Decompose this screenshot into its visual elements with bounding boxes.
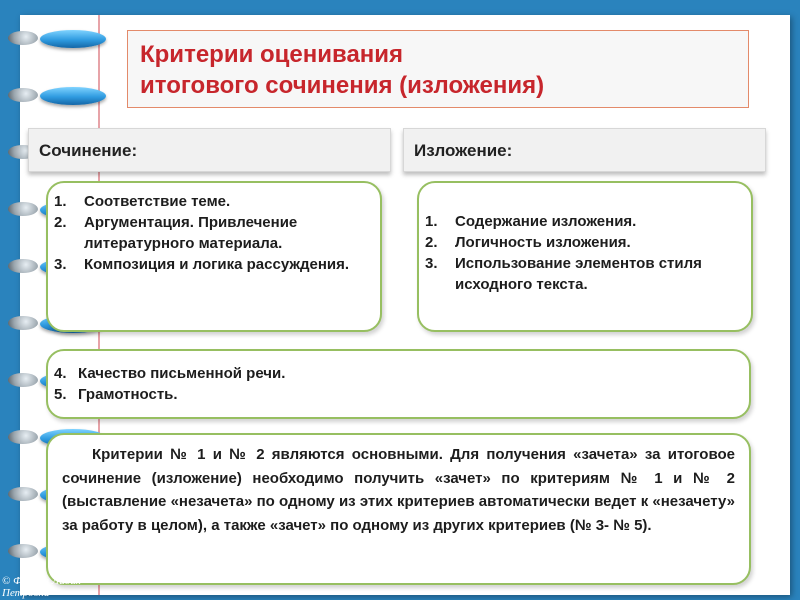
criteria-note: Критерии № 1 и № 2 являются основными. Для получения «зачета» за итоговое сочинение (изложение) необходимо получить «зачет» по критериям № 1 и № 2 (выставление «незачета» по одному из этих критериев автоматически ведет к «незачету» за работу в целом), а также «зачет» по одному из других критериев (№ 3- № 5).: [62, 446, 735, 534]
list-item: 4. Качество письменной речи.: [54, 365, 286, 382]
list-item: 2. Аргументация. Привлечение литературного материала.: [54, 214, 298, 252]
essay-criteria-panel: [46, 181, 382, 332]
list-item: 1. Содержание изложения.: [425, 213, 637, 230]
author-credit: © Фокина Лидия Петровна: [2, 575, 81, 599]
essay-header: Сочинение:: [28, 128, 391, 172]
summary-criteria-panel: [417, 181, 753, 332]
title-line-2: итогового сочинения (изложения): [140, 72, 545, 99]
title-box: [127, 30, 749, 108]
essay-criteria-list: [48, 191, 370, 275]
list-item: 5. Грамотность.: [54, 386, 178, 403]
list-item: 1. Соответствие теме.: [54, 193, 231, 210]
list-item: 2. Логичность изложения.: [425, 234, 631, 251]
page-title: [140, 39, 544, 101]
list-item: 3. Композиция и логика рассуждения.: [54, 256, 350, 273]
title-line-1: Критерии оценивания: [140, 41, 404, 68]
common-criteria-panel: [46, 349, 751, 419]
binder-ring-icon: [40, 30, 106, 48]
common-criteria-list: [48, 363, 749, 405]
list-item: 3. Использование элементов стиля исходного текста.: [425, 255, 702, 293]
summary-header: Изложение:: [403, 128, 766, 172]
note-panel: [46, 433, 751, 585]
binder-ring-icon: [40, 87, 106, 105]
summary-criteria-list: [419, 211, 741, 295]
